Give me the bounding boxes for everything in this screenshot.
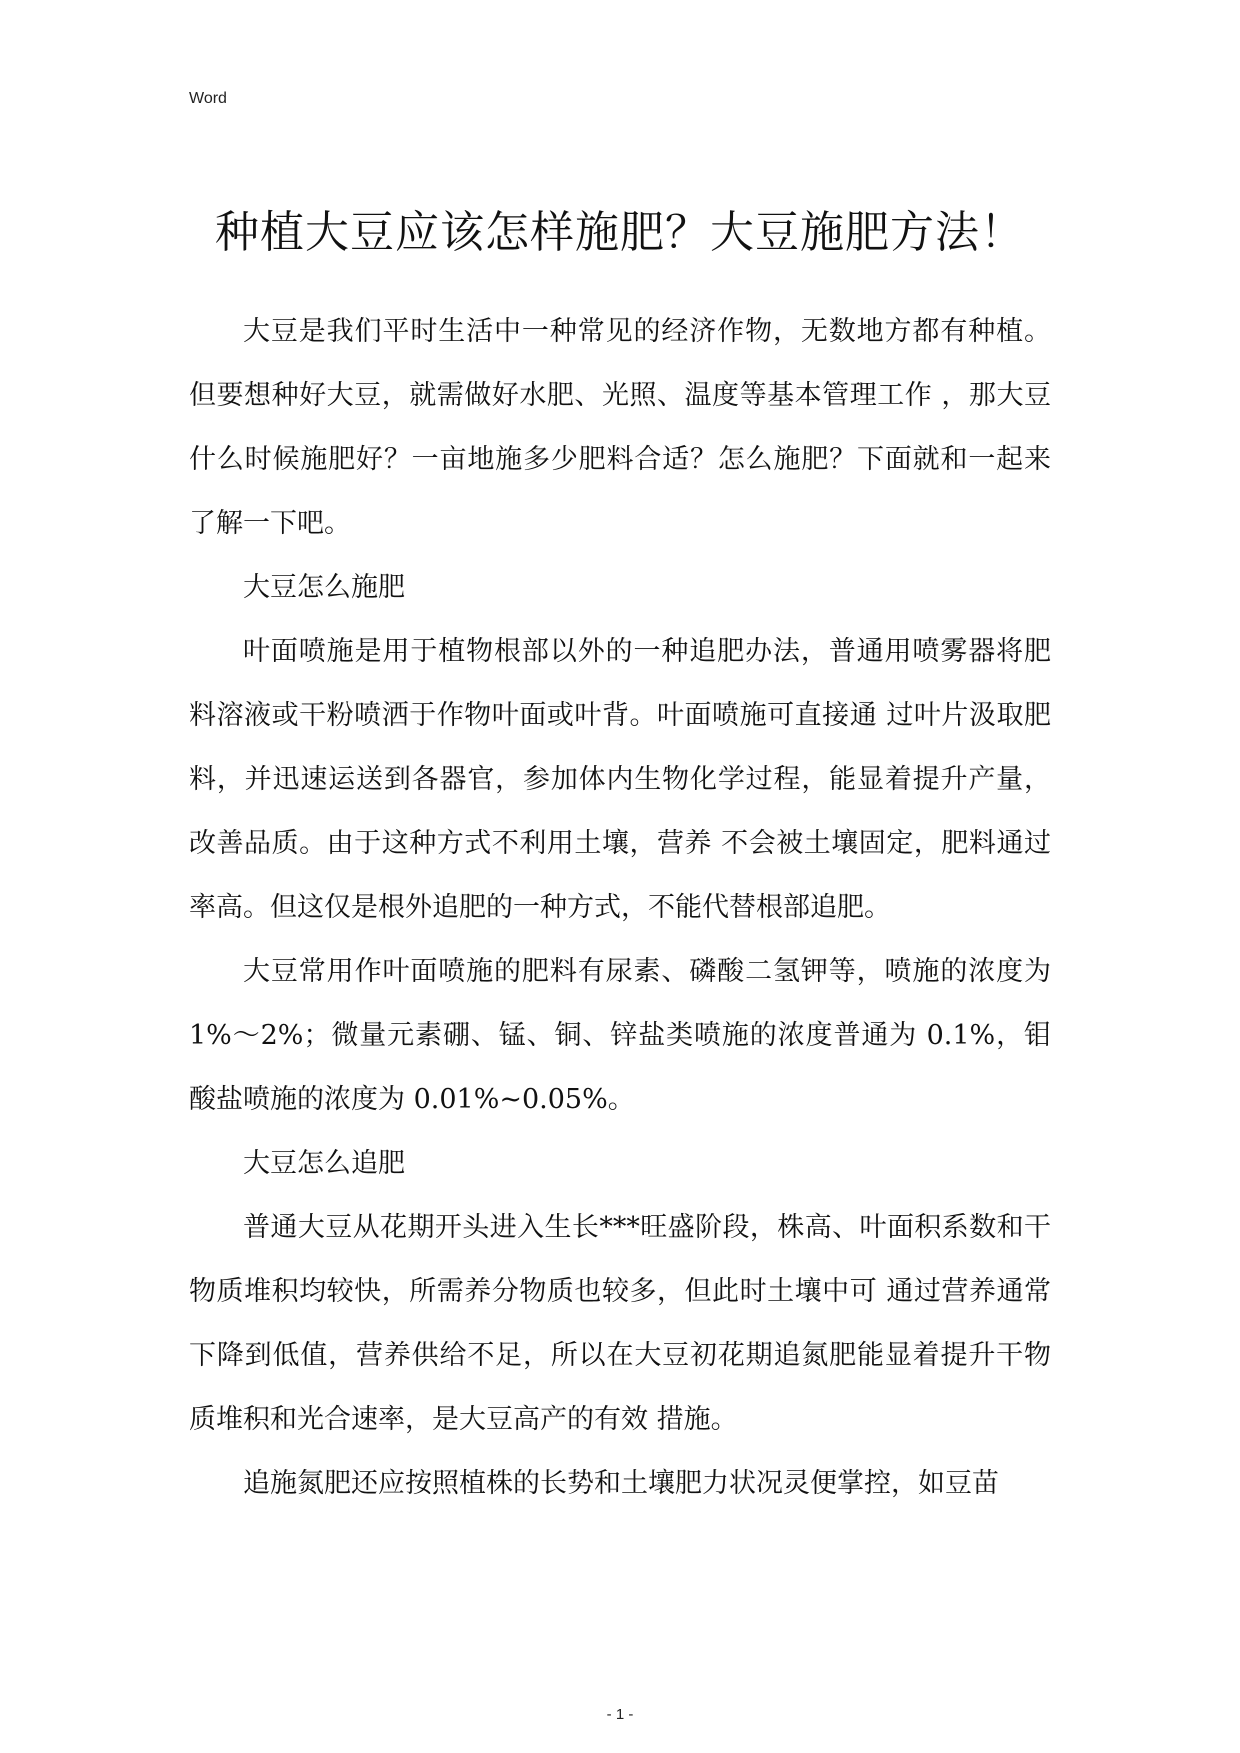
header-label: Word — [189, 90, 227, 107]
document-body — [189, 300, 1051, 1516]
paragraph-spray-concentration: 大豆常用作叶面喷施的肥料有尿素、磷酸二氢钾等，喷施的浓度为 1%～2%；微量元素硼、锰、铜、锌盐类喷施的浓度普通为 0.1%，钼酸盐喷施的浓度为 0.01%~0.05%。 — [189, 956, 1051, 1115]
paragraph-flowering-stage: 普通大豆从花期开头进入生长***旺盛阶段，株高、叶面积系数和干物质堆积均较快，所需养分物质也较多，但此时土壤中可 通过营养通常下降到低值，营养供给不足，所以在大豆初花期追氮肥能显着提升干物质堆积和光合速率，是大豆高产的有效 措施。 — [189, 1212, 1051, 1435]
paragraph-nitrogen: 追施氮肥还应按照植株的长势和土壤肥力状况灵便掌控，如豆苗 — [243, 1468, 999, 1499]
page-title: 种植大豆应该怎样施肥？大豆施肥方法！ — [215, 207, 1025, 258]
page-number: - 1 - — [606, 1706, 634, 1723]
section-heading-topdress: 大豆怎么追肥 — [243, 1148, 405, 1179]
section-heading-fertilize: 大豆怎么施肥 — [243, 572, 405, 603]
paragraph-foliar-spray: 叶面喷施是用于植物根部以外的一种追肥办法，普通用喷雾器将肥料溶液或干粉喷洒于作物叶面或叶背。叶面喷施可直接通 过叶片汲取肥料，并迅速运送到各器官，参加体内生物化学过程，能显着提升产量，改善品质。由于这种方式不利用土壤，营养 不会被土壤固定，肥料通过率高。但这仅是根外追肥的一种方式，不能代替根部追肥。 — [189, 636, 1051, 923]
paragraph-intro: 大豆是我们平时生活中一种常见的经济作物，无数地方都有种植。但要想种好大豆，就需做好水肥、光照、温度等基本管理工作 ，那大豆什么时候施肥好？一亩地施多少肥料合适？怎么施肥？下面就和一起来了解一下吧。 — [189, 316, 1051, 539]
